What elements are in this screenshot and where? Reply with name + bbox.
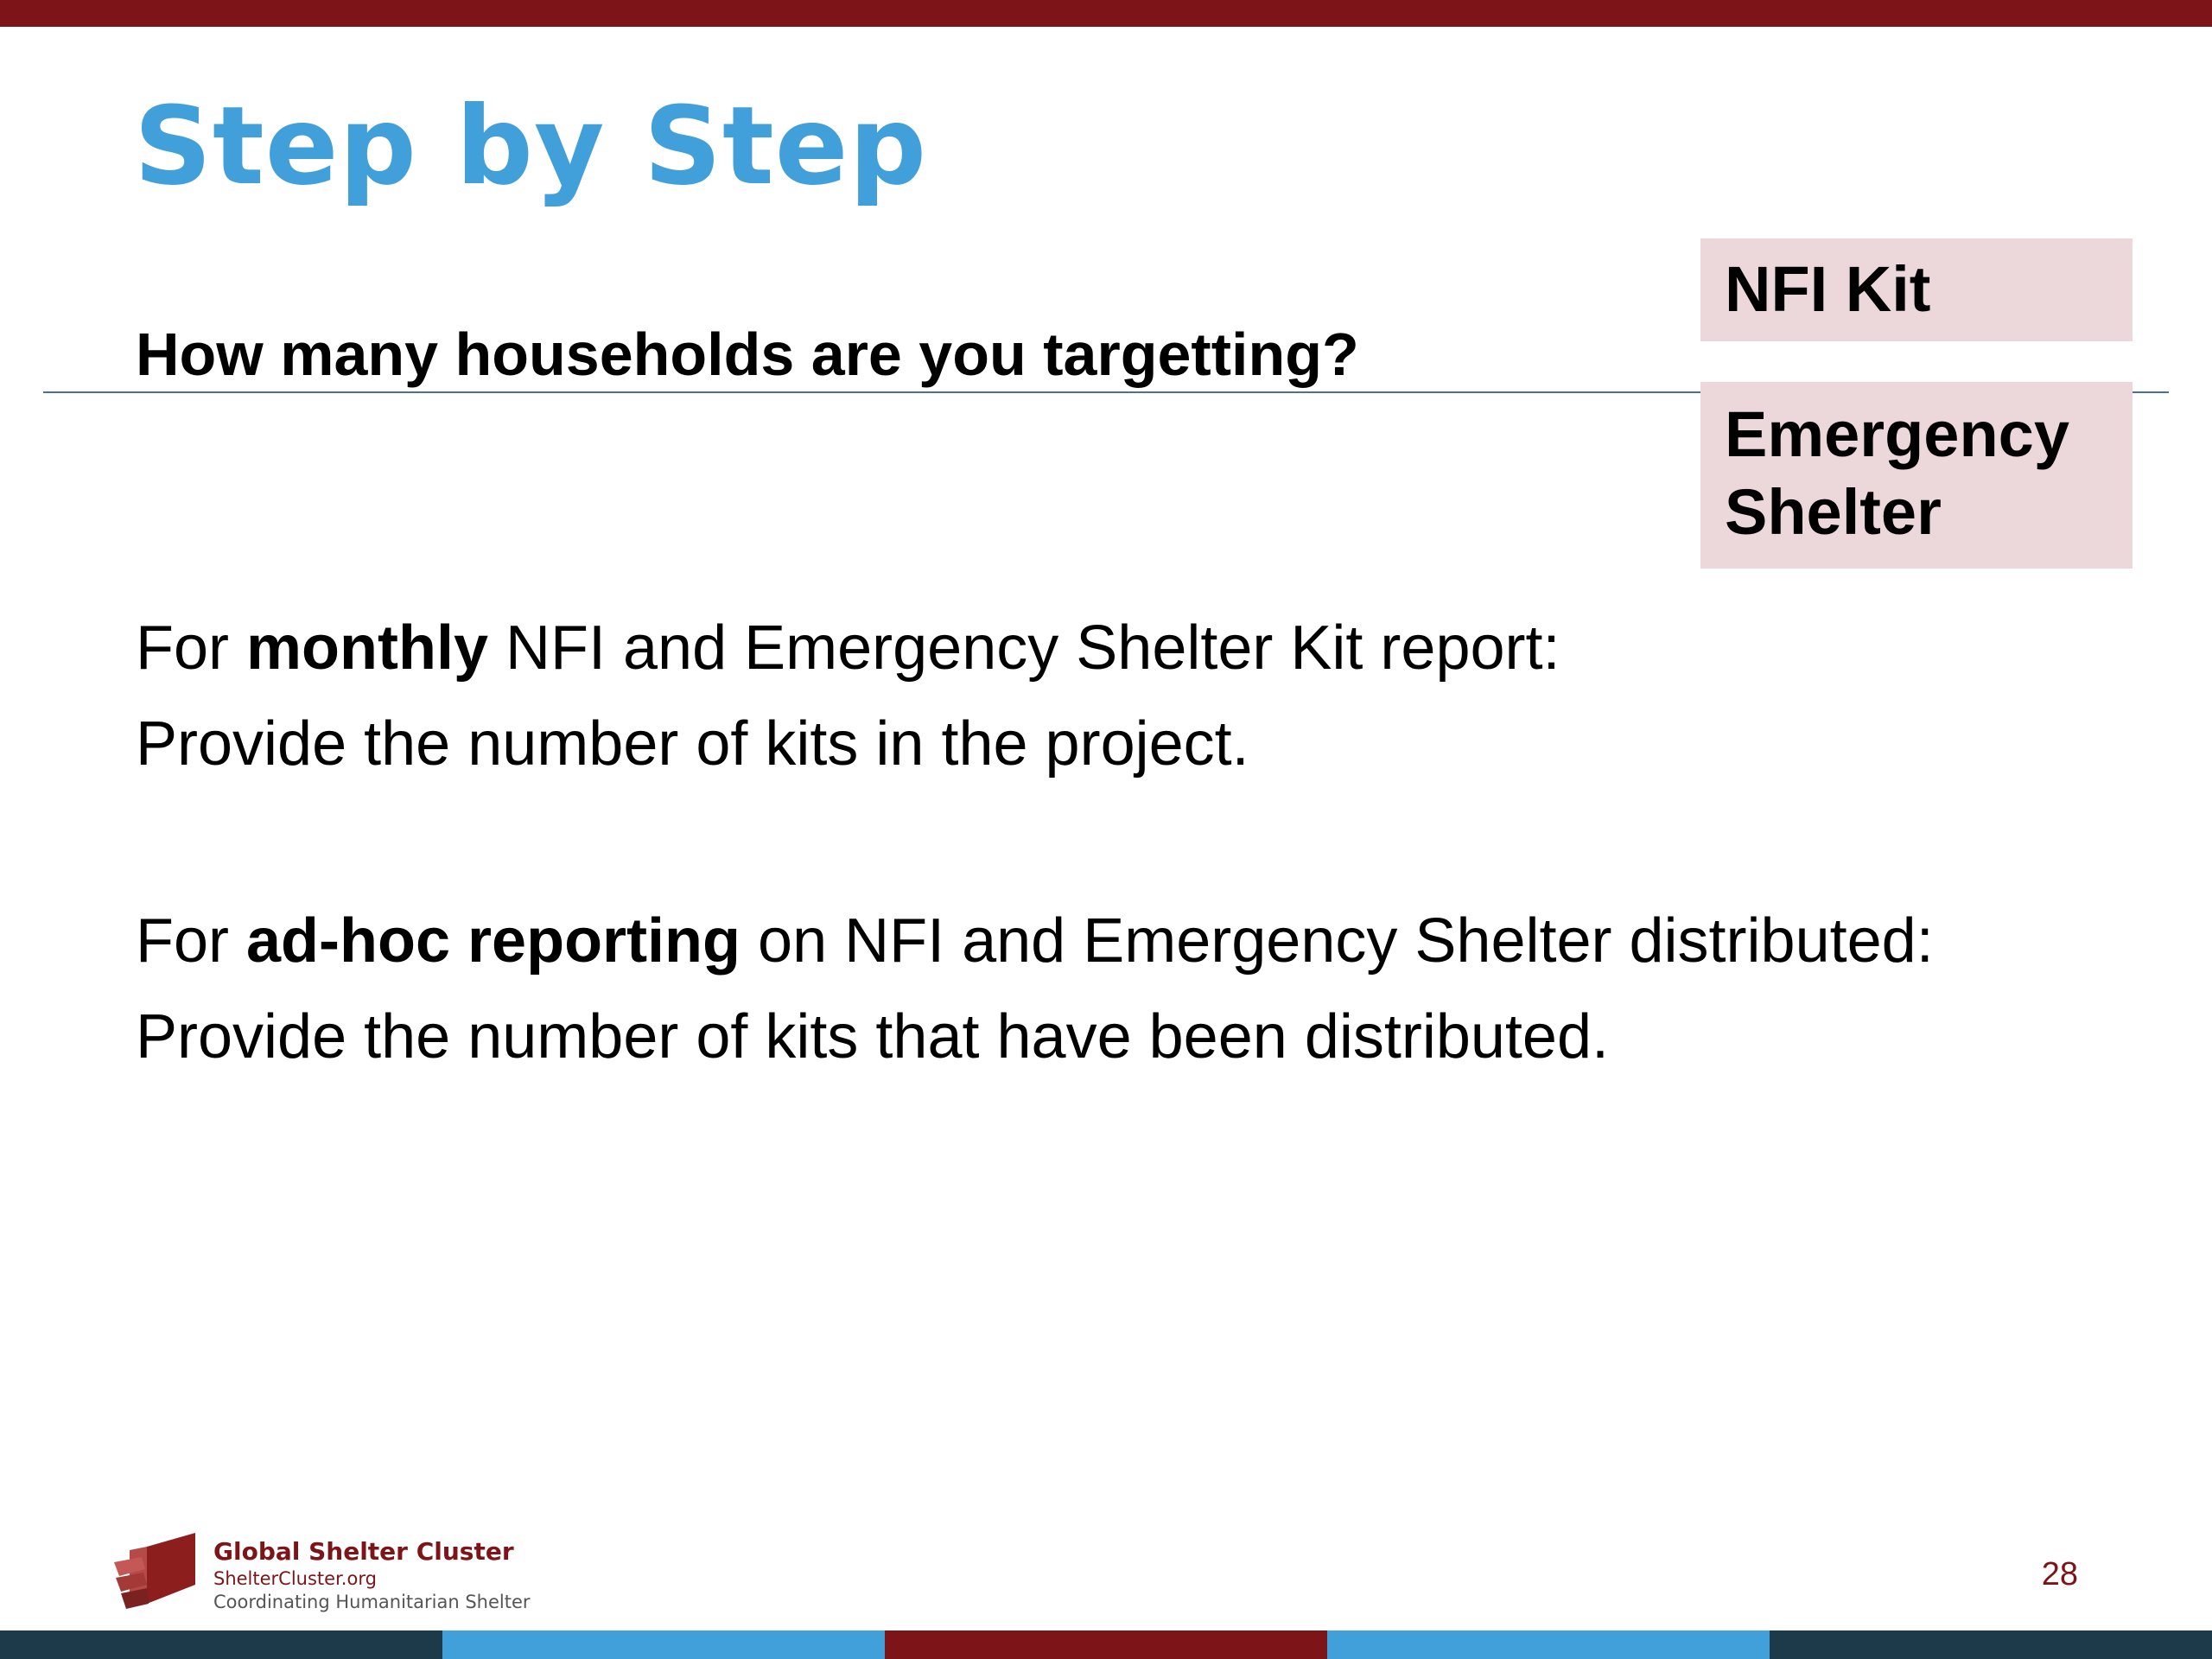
- adhoc-lead: For: [136, 906, 247, 976]
- bottom-color-band: [0, 1630, 2212, 1659]
- question-heading: How many households are you targetting?: [136, 321, 1359, 388]
- band-segment: [442, 1630, 885, 1659]
- adhoc-emphasis: ad-hoc reporting: [246, 906, 741, 976]
- top-accent-bar: [0, 0, 2212, 27]
- adhoc-rest: on NFI and Emergency Shelter distributed:: [741, 906, 1934, 976]
- tag-emergency-shelter-line2: Shelter: [1725, 476, 1942, 548]
- adhoc-report-line2: Provide the number of kits that have been distributed.: [136, 1002, 1610, 1071]
- footer-organization: [213, 1536, 531, 1614]
- slide-title: Step by Step: [134, 84, 928, 209]
- org-website: ShelterCluster.org: [213, 1568, 377, 1589]
- monthly-report-line1: [136, 601, 1560, 696]
- monthly-report-paragraph: [136, 601, 1560, 792]
- monthly-lead: For: [136, 613, 247, 683]
- shelter-hands-icon: [112, 1531, 202, 1611]
- adhoc-report-paragraph: [136, 893, 1934, 1085]
- page-number: 28: [2041, 1556, 2078, 1592]
- monthly-report-line2: Provide the number of kits in the project.: [136, 709, 1249, 779]
- band-segment: [885, 1630, 1327, 1659]
- org-tagline: Coordinating Humanitarian Shelter: [213, 1592, 531, 1612]
- monthly-rest: NFI and Emergency Shelter Kit report:: [488, 613, 1560, 683]
- band-segment: [1327, 1630, 1770, 1659]
- tag-emergency-shelter: [1700, 382, 2133, 569]
- tag-nfi-kit: NFI Kit: [1700, 238, 2133, 341]
- org-name: Global Shelter Cluster: [213, 1537, 514, 1566]
- monthly-emphasis: monthly: [246, 613, 488, 683]
- adhoc-report-line1: [136, 893, 1934, 989]
- tag-emergency-shelter-line1: Emergency: [1725, 398, 2069, 470]
- band-segment: [1770, 1630, 2212, 1659]
- band-segment: [0, 1630, 442, 1659]
